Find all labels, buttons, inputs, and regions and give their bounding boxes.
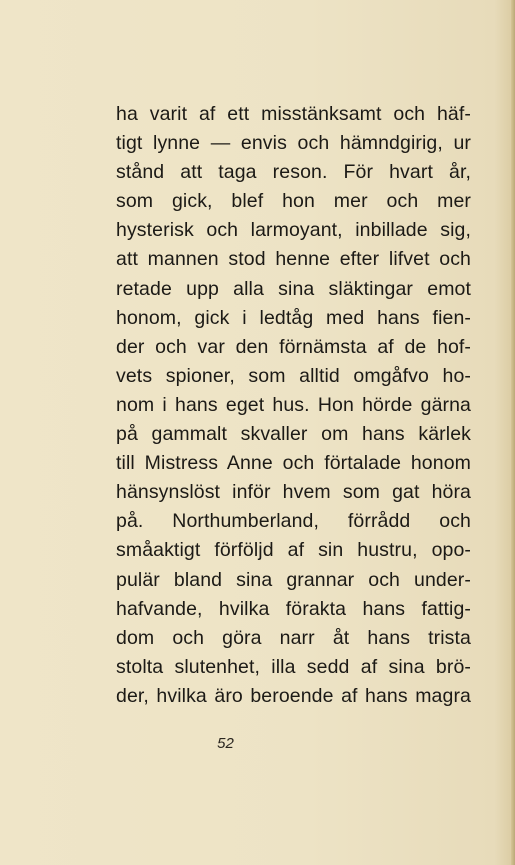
text-line: nom i hans eget hus. Hon hörde gärna [116, 393, 471, 416]
text-line: hänsynslöst inför hvem som gat höra [116, 481, 471, 504]
text-line: stolta slutenhet, illa sedd af sina brö- [116, 655, 471, 678]
text-line: småaktigt förföljd af sin hustru, opo- [116, 539, 471, 562]
text-line: vets spioner, som alltid omgåfvo ho- [116, 364, 471, 387]
text-line: till Mistress Anne och förtalade honom [116, 452, 471, 475]
text-line: dom och göra narr åt hans trista [116, 626, 471, 649]
text-line: stånd att taga reson. För hvart år, [116, 161, 471, 184]
text-line: der, hvilka äro beroende af hans magra [116, 684, 471, 707]
text-line: som gick, blef hon mer och mer [116, 190, 471, 213]
text-line: pulär bland sina grannar och under- [116, 568, 471, 591]
text-line: retade upp alla sina släktingar emot [116, 277, 471, 300]
text-line: hafvande, hvilka förakta hans fattig- [116, 597, 471, 620]
text-line: tigt lynne — envis och hämndgirig, ur [116, 132, 471, 155]
text-line: der och var den förnämsta af de hof- [116, 335, 471, 358]
page-number [0, 735, 515, 752]
page-number-label: 52 [217, 735, 234, 752]
text-line: på. Northumberland, förrådd och [116, 510, 471, 533]
text-line: att mannen stod henne efter lifvet och [116, 248, 471, 271]
text-line: honom, gick i ledtåg med hans fien- [116, 306, 471, 329]
body-text [116, 100, 471, 711]
text-line: på gammalt skvaller om hans kärlek [116, 423, 471, 446]
text-line: hysterisk och larmoyant, inbillade sig, [116, 219, 471, 242]
text-line: ha varit af ett misstänksamt och häf- [116, 103, 471, 125]
